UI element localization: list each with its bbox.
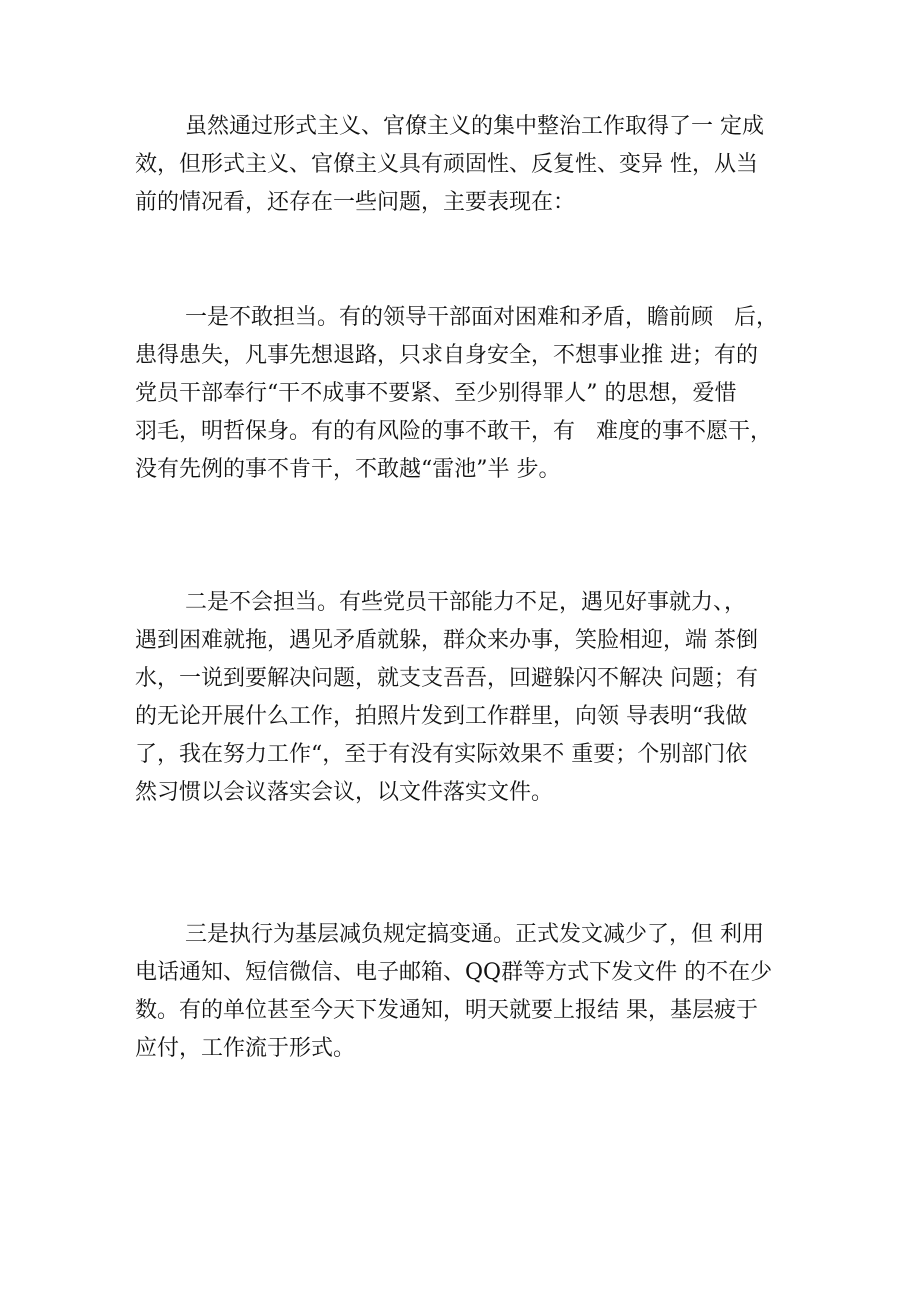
text-line: 患得患失，凡事先想退路，只求自身安全，不想事业推 进；有的 <box>135 343 758 368</box>
paragraph-point-three <box>135 916 795 1068</box>
text-line: 二是不会担当。有些党员干部能力不足，遇见好事就力、， <box>185 590 747 615</box>
text-line: 没有先例的事不肯干，不敢越“雷池”半 步。 <box>135 457 561 482</box>
paragraph-point-one <box>135 299 795 489</box>
text-line: 虽然通过形式主义、官僚主义的集中整治工作取得了一 定成 <box>185 114 764 139</box>
text-line: 的无论开展什么工作，拍照片发到工作群里，向领 导表明“我做 <box>135 704 748 729</box>
text-line: 然习惯以会议落实会议，以文件落实文件。 <box>135 780 554 805</box>
text-line: 效，但形式主义、官僚主义具有顽固性、反复性、变异 性，从当 <box>135 152 758 177</box>
text-line: 羽毛，明哲保身。有的有风险的事不敢干，有 难度的事不愿干， <box>135 419 772 444</box>
text-line: 三是执行为基层减负规定搞变通。正式发文减少了，但 利用 <box>185 922 764 947</box>
text-line: 一是不敢担当。有的领导干部面对困难和矛盾，瞻前顾 后， <box>185 305 778 330</box>
text-line: 前的情况看，还存在一些问题，主要表现在： <box>135 190 576 215</box>
paragraph-intro <box>135 108 795 222</box>
paragraph-point-two <box>135 584 795 812</box>
text-line: 水，一说到要解决问题，就支支吾吾，回避躲闪不解决 问题；有 <box>135 666 758 691</box>
text-line: 遇到困难就拖，遇见矛盾就躲，群众来办事，笑脸相迎，端 茶倒 <box>135 628 758 653</box>
text-line: 数。有的单位甚至今天下发通知，明天就要上报结 果，基层疲于 <box>135 998 758 1023</box>
text-line: 应付，工作流于形式。 <box>135 1036 356 1061</box>
text-line: 党员干部奉行“干不成事不要紧、至少别得罪人” 的思想，爱惜 <box>135 381 737 406</box>
text-line: 电话通知、短信微信、电子邮箱、QQ群等方式下发文件 的不在少 <box>135 960 773 985</box>
text-line: 了，我在努力工作“，至于有没有实际效果不 重要；个别部门依 <box>135 742 748 767</box>
